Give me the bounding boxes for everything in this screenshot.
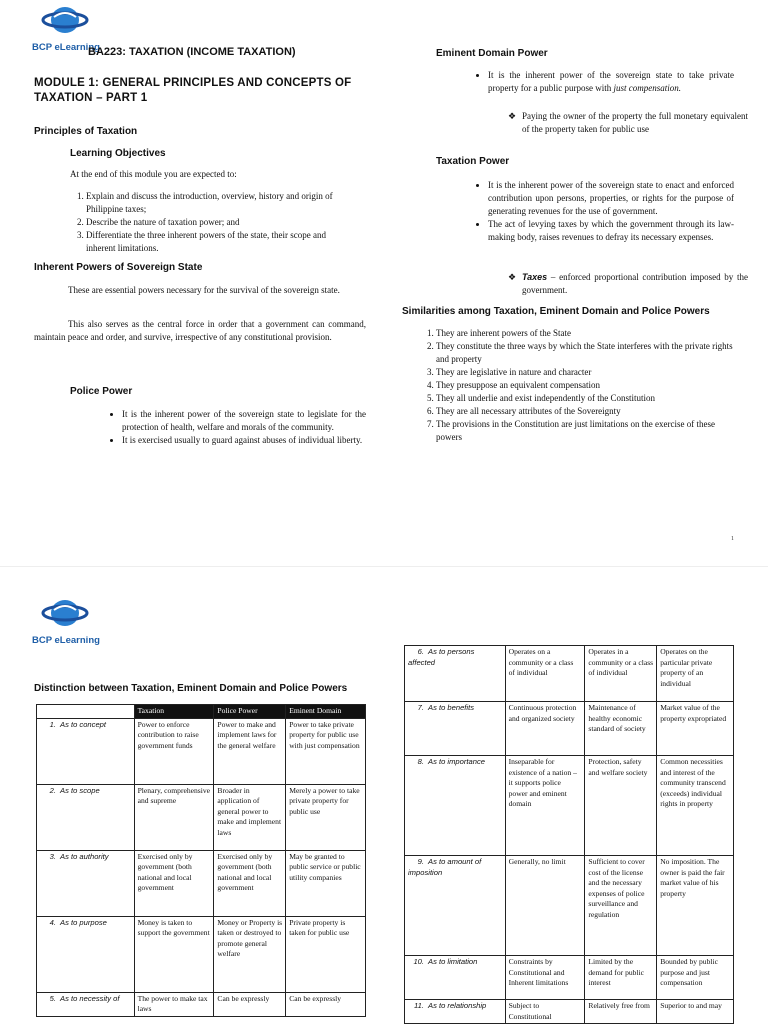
list-item [488, 69, 734, 95]
cell-taxation: Plenary, comprehensive and supreme [134, 784, 214, 850]
taxes-definition [508, 271, 748, 297]
cell-taxation: The power to make tax laws [134, 992, 214, 1016]
cell-eminent: Operates on the particular private property of an individual [657, 646, 734, 702]
inherent-paragraph-2 [34, 318, 366, 344]
cell-taxation: Exercised only by government (both national and local government [134, 850, 214, 916]
cell-eminent: Merely a power to take private property for public use [286, 784, 366, 850]
distinction-table-right [404, 645, 734, 1024]
cell-taxation: Continuous protection and organized society [505, 702, 585, 756]
cell-police: Maintenance of healthy economic standard of society [585, 702, 657, 756]
paragraph-text: These are essential powers necessary for the survival of the sovereign state. [68, 285, 340, 295]
cell-police: Relatively free from [585, 1000, 657, 1024]
diamond-bullet-icon: ❖ [508, 111, 517, 121]
sub-bullet-text: Paying the owner of the property the full monetary equivalent of the property taken for public use [522, 111, 748, 134]
page-divider [0, 566, 768, 567]
row-label: 4. As to purpose [37, 916, 135, 992]
taxes-def: – enforced proportional contribution imposed by the government. [522, 272, 748, 295]
list-item: • The act of levying taxes by which the government through its law-making body, raises revenues to defray its necessary expenses. [488, 218, 734, 244]
cell-taxation: Operates on a community or a class of individual [505, 646, 585, 702]
table-row [405, 1000, 734, 1024]
table-row [405, 856, 734, 956]
cell-police: Broader in application of general power to make and implement laws [214, 784, 286, 850]
cell-eminent: Can be expressly [286, 992, 366, 1016]
row-label: 8. As to importance [405, 756, 506, 856]
eminent-bullets [488, 69, 734, 95]
principles-heading: Principles of Taxation [34, 126, 138, 137]
column-header [37, 705, 135, 719]
list-item: 3. They are legislative in nature and character [436, 366, 736, 379]
objectives-intro: At the end of this module you are expected to: [70, 169, 237, 179]
cell-police: Exercised only by government (both national and local government [214, 850, 286, 916]
row-label: 10. As to limitation [405, 956, 506, 1000]
bcp-globe-icon [40, 5, 90, 35]
list-item: 2. Describe the nature of taxation power; and [86, 216, 348, 229]
objectives-heading: Learning Objectives [70, 148, 166, 159]
eminent-heading: Eminent Domain Power [436, 48, 548, 59]
row-label: 7. As to benefits [405, 702, 506, 756]
list-item: 1. Explain and discuss the introduction, overview, history and origin of Philippine taxes; [86, 190, 348, 216]
row-label: 5. As to necessity of [37, 992, 135, 1016]
bullet-emphasis: just compensation. [613, 83, 681, 93]
list-item: 5. They all underlie and exist independently of the Constitution [436, 392, 736, 405]
table-row [37, 992, 366, 1016]
column-header: Police Power [214, 705, 286, 719]
course-title: BA223: TAXATION (INCOME TAXATION) [88, 46, 296, 58]
paragraph-text: This also serves as the central force in order that a government can command, maintain peace and order, and survive, irrespective of any constitutional provision. [34, 319, 366, 342]
row-label: 9. As to amount of imposition [405, 856, 506, 956]
cell-police: Protection, safety and welfare society [585, 756, 657, 856]
row-label: 11. As to relationship [405, 1000, 506, 1024]
table-row [37, 784, 366, 850]
cell-taxation: Inseparable for existence of a nation – it supports police power and eminent domain [505, 756, 585, 856]
list-item: • It is exercised usually to guard against abuses of individual liberty. [122, 434, 366, 447]
table-row [405, 756, 734, 856]
similarities-heading: Similarities among Taxation, Eminent Domain and Police Powers [402, 306, 710, 317]
cell-taxation: Subject to Constitutional [505, 1000, 585, 1024]
cell-taxation: Power to enforce contribution to raise government funds [134, 718, 214, 784]
column-header: Taxation [134, 705, 214, 719]
cell-police: Can be expressly [214, 992, 286, 1016]
cell-police: Limited by the demand for public interest [585, 956, 657, 1000]
table-row [37, 850, 366, 916]
table-row [405, 646, 734, 702]
list-item: • It is the inherent power of the sovereign state to legislate for the protection of health, welfare and morals of the community. [122, 408, 366, 434]
table-header-row [37, 705, 366, 719]
taxation-bullets [488, 179, 734, 244]
page-number: 1 [731, 536, 734, 542]
cell-eminent: Common necessities and interest of the community transcend (exceeds) individual rights in property [657, 756, 734, 856]
brand-name: BCP eLearning [32, 42, 100, 53]
cell-taxation: Generally, no limit [505, 856, 585, 956]
cell-eminent: No imposition. The owner is paid the fair market value of his property [657, 856, 734, 956]
cell-eminent: Bounded by public purpose and just compensation [657, 956, 734, 1000]
table-row [405, 702, 734, 756]
inherent-heading: Inherent Powers of Sovereign State [34, 262, 203, 273]
list-item: 7. The provisions in the Constitution are just limitations on the exercise of these powers [436, 418, 736, 444]
cell-police: Power to make and implement laws for the general welfare [214, 718, 286, 784]
police-heading: Police Power [70, 386, 133, 397]
diamond-bullet-icon: ❖ [508, 272, 517, 282]
cell-police: Operates in a community or a class of individual [585, 646, 657, 702]
table-row [405, 956, 734, 1000]
inherent-paragraph-1 [34, 284, 366, 297]
similarities-list [436, 327, 736, 444]
list-item: 3. Differentiate the three inherent powers of the state, their scope and inherent limitations. [86, 229, 348, 255]
row-label: 1. As to concept [37, 718, 135, 784]
eminent-sub-bullet [508, 110, 748, 136]
bullet-text: It is the inherent power of the sovereign state to take private property for a public purpose with [488, 70, 734, 93]
row-label: 6. As to persons affected [405, 646, 506, 702]
table-row [37, 718, 366, 784]
objectives-list [86, 190, 348, 255]
brand-logo [32, 598, 102, 646]
taxation-heading: Taxation Power [436, 156, 510, 167]
list-item: • It is the inherent power of the sovereign state to enact and enforced contribution upon persons, properties, or rights for the purpose of generating revenues for the use of government. [488, 179, 734, 218]
cell-eminent: Private property is taken for public use [286, 916, 366, 992]
module-title: MODULE 1: GENERAL PRINCIPLES AND CONCEPTS OF TAXATION – PART 1 [34, 77, 352, 104]
list-item: 2. They constitute the three ways by which the State interferes with the private rights and property [436, 340, 736, 366]
column-header: Eminent Domain [286, 705, 366, 719]
list-item: 1. They are inherent powers of the State [436, 327, 736, 340]
row-label: 3. As to authority [37, 850, 135, 916]
row-label: 2. As to scope [37, 784, 135, 850]
cell-police: Sufficient to cover cost of the license and the necessary expenses of police surveillance and regulation [585, 856, 657, 956]
cell-taxation: Money is taken to support the government [134, 916, 214, 992]
table-row [37, 916, 366, 992]
distinction-heading: Distinction between Taxation, Eminent Domain and Police Powers [34, 683, 348, 694]
bcp-globe-icon [40, 598, 90, 628]
cell-eminent: Power to take private property for public use with just compensation [286, 718, 366, 784]
cell-eminent: Market value of the property expropriated [657, 702, 734, 756]
brand-name: BCP eLearning [32, 635, 100, 646]
cell-police: Money or Property is taken or destroyed to promote general welfare [214, 916, 286, 992]
taxes-term: Taxes [522, 272, 548, 282]
cell-eminent: May be granted to public service or public utility companies [286, 850, 366, 916]
police-bullets [122, 408, 366, 447]
list-item: 6. They are all necessary attributes of the Sovereignty [436, 405, 736, 418]
list-item: 4. They presuppose an equivalent compensation [436, 379, 736, 392]
cell-taxation: Constraints by Constitutional and Inherent limitations [505, 956, 585, 1000]
distinction-table-left [36, 704, 366, 1017]
cell-eminent: Superior to and may [657, 1000, 734, 1024]
